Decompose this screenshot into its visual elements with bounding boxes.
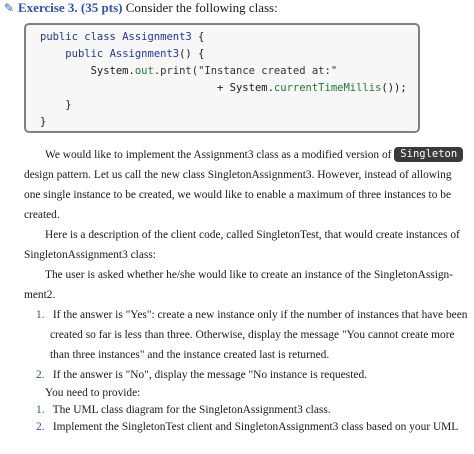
code-field: out bbox=[134, 65, 154, 77]
list-number: 1. bbox=[36, 404, 45, 416]
paragraph-line: one single instance to be created, we would like to enable a maximum of three instances to be bbox=[24, 189, 452, 201]
paragraph-line: design pattern. Let us call the new class SingletonAssignment3. However, instead of allowing bbox=[24, 169, 452, 181]
list-item-text: The UML class diagram for the SingletonAssignment3 class. bbox=[52, 404, 331, 416]
paragraph-line: ment2. bbox=[24, 289, 56, 301]
code-constructor-name: Assignment3 bbox=[109, 48, 180, 60]
singleton-badge: Singleton bbox=[394, 147, 463, 162]
code-keyword: public bbox=[65, 48, 110, 60]
list-number: 1. bbox=[36, 309, 45, 321]
list-item bbox=[36, 305, 467, 325]
paragraph-line: Here is a description of the client code, called SingletonTest, that would create instances of bbox=[45, 229, 460, 241]
list-number: 2. bbox=[36, 369, 45, 381]
code-brace: } bbox=[40, 116, 47, 128]
list-number: 2. bbox=[36, 421, 45, 433]
exercise-heading: Exercise 3. (35 pts) bbox=[18, 0, 123, 15]
code-string: .print("Instance created at:" bbox=[153, 65, 338, 77]
list-item bbox=[36, 417, 458, 437]
provide-label: You need to provide: bbox=[45, 387, 141, 399]
list-item-text: If the answer is "Yes": create a new instance only if the number of instances that have been bbox=[52, 309, 468, 321]
code-keyword: public class bbox=[40, 31, 123, 43]
exercise-title bbox=[4, 0, 278, 16]
code-method: currentTimeMillis bbox=[273, 82, 382, 94]
paragraph-line: created. bbox=[24, 209, 60, 221]
code-token: { bbox=[191, 31, 205, 43]
code-token: () { bbox=[179, 48, 205, 60]
code-token: + System. bbox=[217, 82, 274, 94]
paragraph-line: SingletonAssignment3 class: bbox=[24, 249, 156, 261]
code-brace: } bbox=[65, 99, 72, 111]
code-text bbox=[40, 29, 407, 131]
exercise-intro: Consider the following class: bbox=[125, 0, 278, 15]
pencil-icon: ✎ bbox=[4, 1, 15, 15]
list-item bbox=[36, 365, 367, 385]
list-item-text: than three instances" and the instance created last is returned. bbox=[50, 349, 330, 361]
list-item-text: If the answer is "No", display the message "No instance is requested. bbox=[52, 369, 367, 381]
code-block bbox=[24, 23, 420, 133]
code-token: System. bbox=[90, 65, 135, 77]
code-class-name: Assignment3 bbox=[122, 31, 192, 43]
paragraph-line bbox=[45, 145, 463, 165]
paragraph-line: The user is asked whether he/she would like to create an instance of the SingletonAssign- bbox=[45, 269, 454, 281]
code-token: ()); bbox=[381, 82, 407, 94]
list-item-text: Implement the SingletonTest client and SingletonAssignment3 class based on your UML bbox=[52, 421, 459, 433]
paragraph-text: We would like to implement the Assignment3 class as a modified version of bbox=[45, 149, 392, 161]
list-item-text: created so far is less than three. Otherwise, display the message "You cannot create more bbox=[50, 329, 455, 341]
